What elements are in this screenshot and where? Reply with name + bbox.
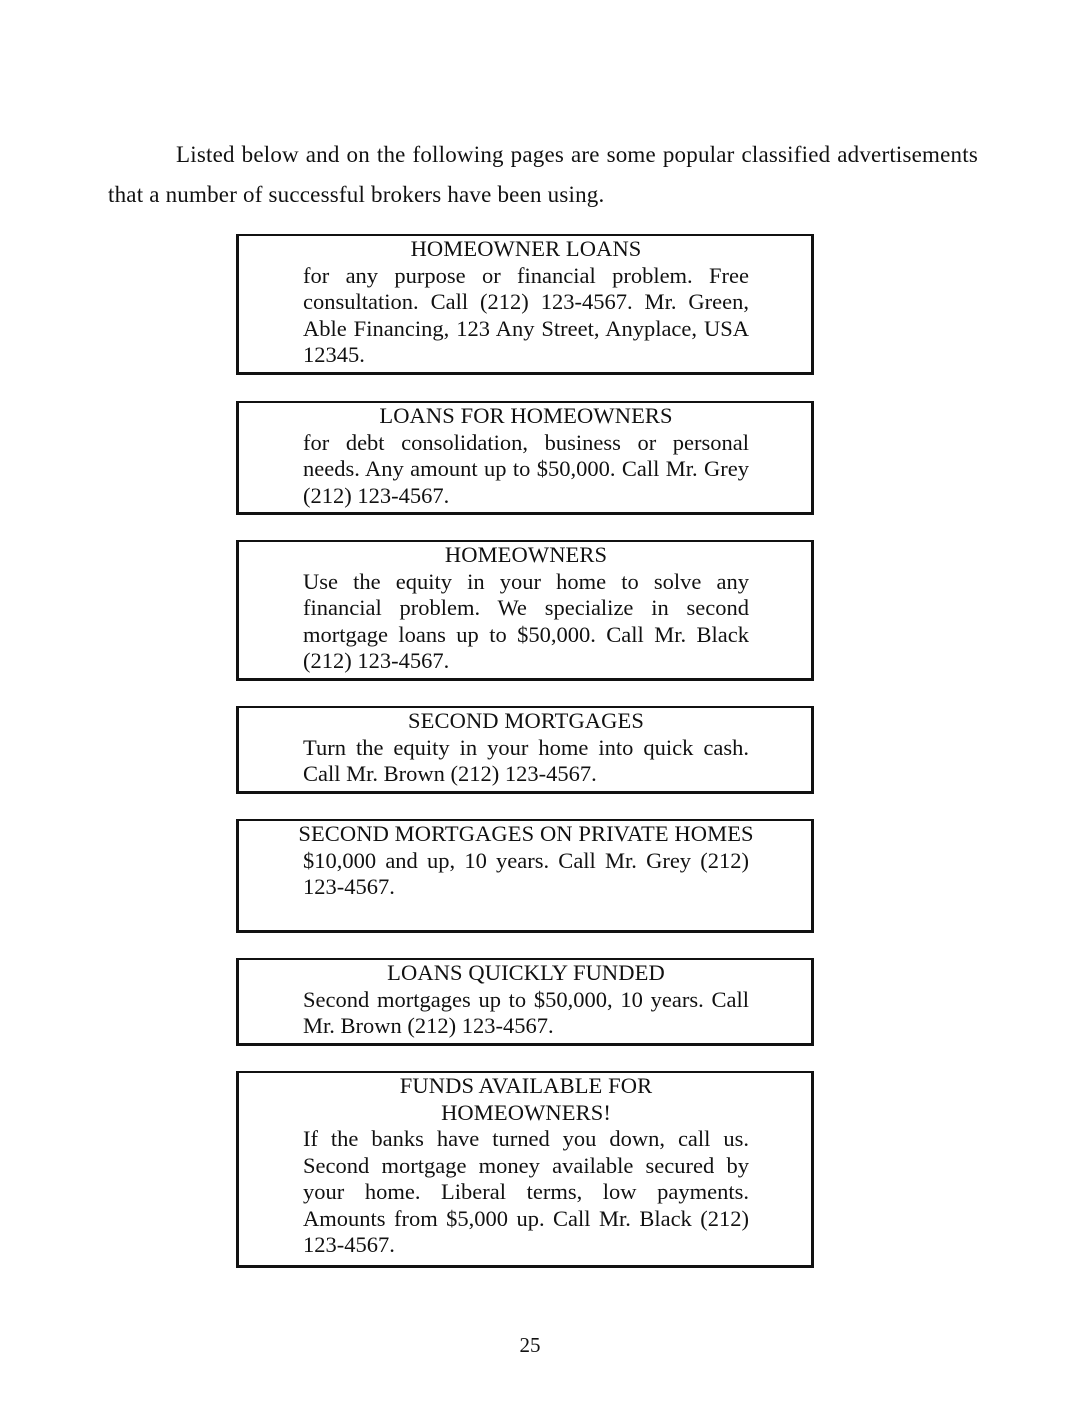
classified-ad xyxy=(236,819,814,933)
ad-title: FUNDS AVAILABLE FOR HOMEOWNERS! xyxy=(399,1073,653,1125)
classified-ad xyxy=(236,706,814,794)
classified-ad xyxy=(236,1071,814,1268)
classified-ad xyxy=(236,401,814,515)
classified-ad xyxy=(236,540,814,681)
ad-title: LOANS FOR HOMEOWNERS xyxy=(379,403,673,428)
classified-ad xyxy=(236,958,814,1046)
ad-body: for debt consolidation, business or personal needs. Any amount up to $50,000. Call Mr. Grey (212) 123-4567. xyxy=(303,429,749,508)
ad-title: SECOND MORTGAGES xyxy=(408,708,644,733)
ad-body: $10,000 and up, 10 years. Call Mr. Grey (212) 123-4567. xyxy=(303,847,749,899)
page-number: 25 xyxy=(519,1333,541,1357)
ad-body: If the banks have turned you down, call us. Second mortgage money available secured by your home. Liberal terms, low payments. Amounts from $5,000 up. Call Mr. Black (212) 123-4567. xyxy=(303,1126,749,1257)
ad-body: Turn the equity in your home into quick cash. Call Mr. Brown (212) 123-4567. xyxy=(303,734,749,786)
ad-body: for any purpose or financial problem. Free consultation. Call (212) 123-4567. Mr. Green, Able Financing, 123 Any Street, Anyplace, USA 12345. xyxy=(303,262,749,367)
intro-paragraph: Listed below and on the following pages are some popular classified advertisements that a number of successful brokers have been using. xyxy=(108,142,978,207)
classified-ad xyxy=(236,234,814,375)
ad-title: LOANS QUICKLY FUNDED xyxy=(387,960,665,985)
ad-title: HOMEOWNER LOANS xyxy=(410,236,642,261)
ad-title: SECOND MORTGAGES ON PRIVATE HOMES xyxy=(298,821,754,846)
ad-body: Second mortgages up to $50,000, 10 years. Call Mr. Brown (212) 123-4567. xyxy=(303,986,749,1038)
ad-body: Use the equity in your home to solve any financial problem. We specialize in second mortgage loans up to $50,000. Call Mr. Black (212) 123-4567. xyxy=(303,568,749,673)
ad-title: HOMEOWNERS xyxy=(444,542,608,567)
